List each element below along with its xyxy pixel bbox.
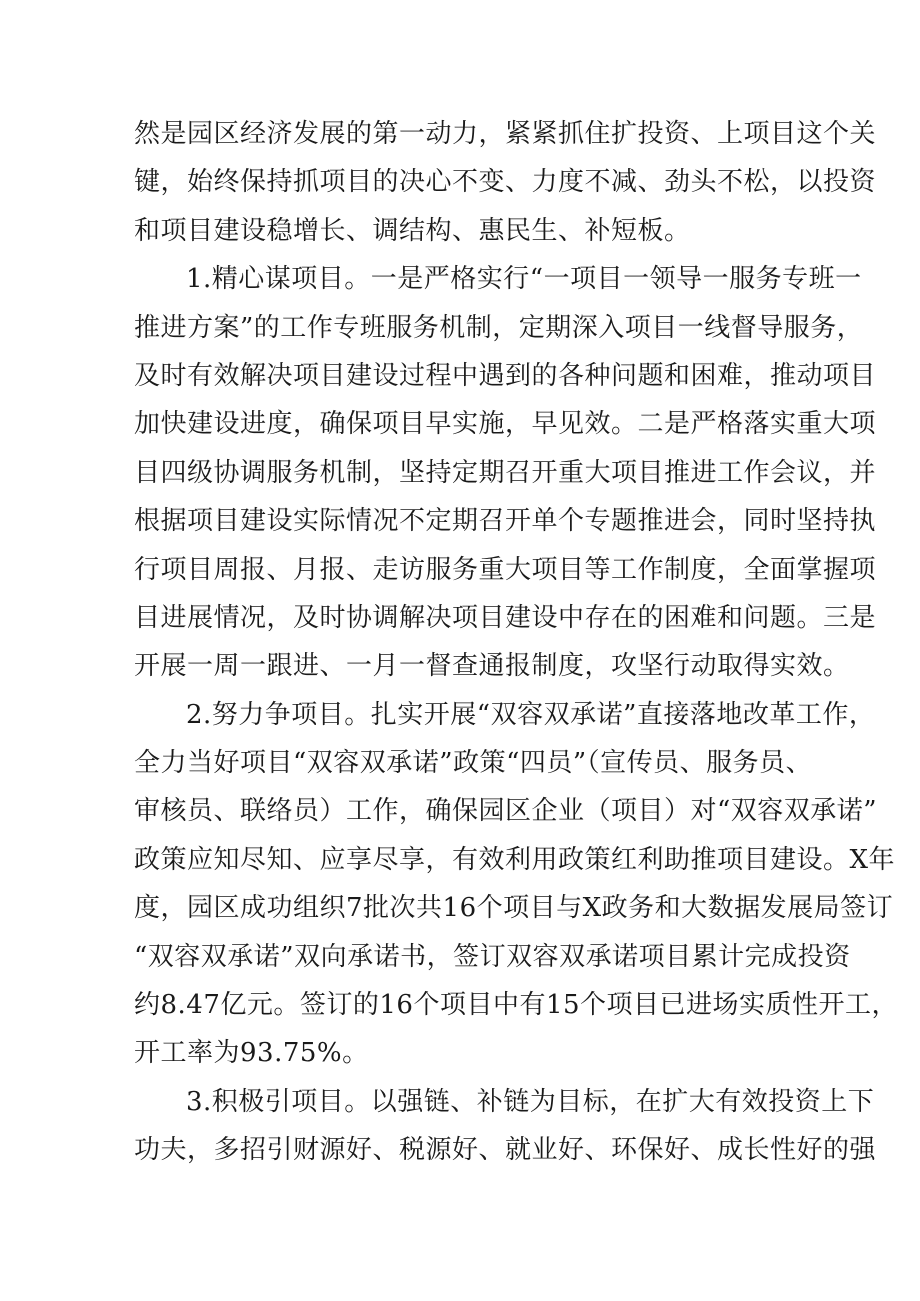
text-line: 行项目周报、月报、走访服务重大项目等工作制度，全面掌握项	[134, 554, 877, 585]
text-line: 根据项目建设实际情况不定期召开单个专题推进会，同时坚持执	[134, 506, 877, 537]
text-line: 3.积极引项目。以强链、补链为目标，在扩大有效投资上下	[186, 1086, 875, 1117]
text-line: 全力当好项目“双容双承诺”政策“四员”（宣传员、服务员、	[134, 748, 813, 779]
text-line: 开展一周一跟进、一月一督查通报制度，攻坚行动取得实效。	[134, 651, 850, 682]
text-line: 加快建设进度，确保项目早实施，早见效。二是严格落实重大项	[134, 409, 877, 440]
text-line: 功夫，多招引财源好、税源好、就业好、环保好、成长性好的强	[134, 1135, 877, 1166]
text-line: 键，始终保持抓项目的决心不变、力度不减、劲头不松，以投资	[134, 167, 877, 198]
text-line: 开工率为93.75%。	[134, 1038, 369, 1069]
text-line: 目四级协调服务机制，坚持定期召开重大项目推进工作会议，并	[134, 457, 877, 488]
text-line: 审核员、联络员）工作，确保园区企业（项目）对“双容双承诺”	[134, 796, 878, 827]
text-line: “双容双承诺”双向承诺书，签订双容双承诺项目累计完成投资	[134, 941, 851, 972]
text-line: 然是园区经济发展的第一动力，紧紧抓住扩投资、上项目这个关	[134, 119, 877, 149]
text-line: 和项目建设稳增长、调结构、惠民生、补短板。	[134, 215, 691, 246]
text-line: 推进方案”的工作专班服务机制，定期深入项目一线督导服务，	[134, 312, 864, 343]
text-line: 及时有效解决项目建设过程中遇到的各种问题和困难，推动项目	[134, 360, 877, 391]
text-line: 目进展情况，及时协调解决项目建设中存在的困难和问题。三是	[134, 602, 877, 633]
paragraph	[134, 1078, 877, 1175]
paragraph	[134, 110, 877, 255]
paragraph	[134, 691, 899, 1078]
text-line: 2.努力争项目。扎实开展“双容双承诺”直接落地改革工作，	[186, 699, 876, 730]
paragraph	[134, 255, 877, 691]
text-line: 度，园区成功组织7批次共16个项目与X政务和大数据发展局签订	[134, 893, 894, 924]
text-line: 约8.47亿元。签订的16个项目中有15个项目已进场实质性开工，	[134, 990, 899, 1021]
text-line: 1.精心谋项目。一是严格实行“一项目一领导一服务专班一	[186, 264, 862, 295]
text-line: 政策应知尽知、应享尽享，有效利用政策红利助推项目建设。X年	[134, 844, 896, 875]
document-body	[134, 110, 899, 1175]
